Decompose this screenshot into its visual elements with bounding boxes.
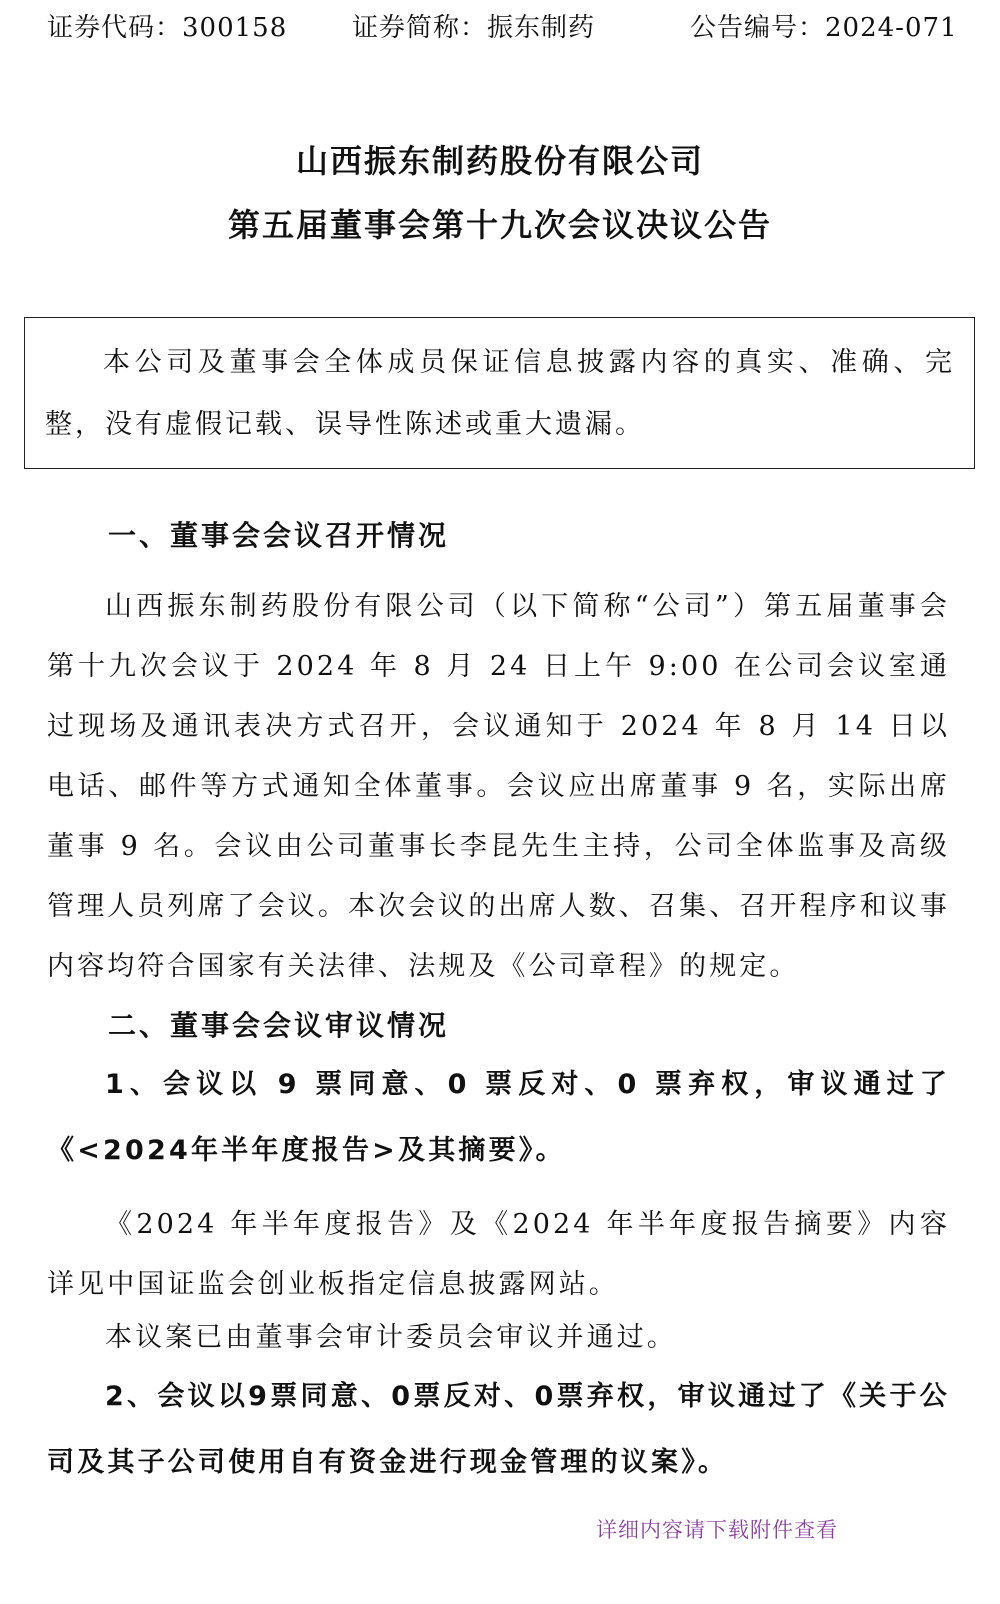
resolution-1-detail: 《2024 年半年度报告》及《2024 年半年度报告摘要》内容详见中国证监会创业板指定信息披露网站。 bbox=[47, 1209, 950, 1300]
section-review-heading: 二、董事会会议审议情况 bbox=[108, 1009, 450, 1042]
stock-name: 证券简称：振东制药 bbox=[352, 13, 596, 43]
disclaimer-text: 本公司及董事会全体成员保证信息披露内容的真实、准确、完整，没有虚假记载、误导性陈述或重大遗漏。 bbox=[45, 347, 955, 440]
disclaimer-box bbox=[24, 317, 975, 469]
announcement-number: 公告编号：2024-071 bbox=[690, 13, 958, 43]
resolution-2: 2、会议以9票同意、0票反对、0票弃权，审议通过了《关于公司及其子公司使用自有资金进行现金管理的议案》。 bbox=[47, 1381, 950, 1478]
announcement-title: 第五届董事会第十九次会议决议公告 bbox=[227, 206, 772, 244]
section-meeting-heading: 一、董事会会议召开情况 bbox=[108, 519, 450, 552]
meeting-details-paragraph: 山西振东制药股份有限公司（以下简称“公司”）第五届董事会第十九次会议于 2024 年 8 月 24 日上午 9:00 在公司会议室通过现场及通讯表决方式召开，会议通知于 2024 年 8 月 14 日以电话、邮件等方式通知全体董事。会议应出席董事 9 名，实际出席董事 9 名。会议由公司董事长李昆先生主持，公司全体监事及高级管理人员列席了会议。本次会议的出席人数、召集、召开程序和议事内容均符合国家有关法律、法规及《公司章程》的规定。 bbox=[47, 591, 950, 982]
resolution-1-audit-note: 本议案已由董事会审计委员会审议并通过。 bbox=[105, 1322, 677, 1353]
announcement-header bbox=[0, 8, 1000, 48]
download-attachment-link[interactable]: 详细内容请下载附件查看 bbox=[596, 1518, 838, 1542]
stock-code: 证券代码：300158 bbox=[47, 13, 288, 43]
resolution-1: 1、会议以 9 票同意、0 票反对、0 票弃权，审议通过了《<2024年半年度报告>及其摘要》。 bbox=[47, 1069, 950, 1166]
company-name-title: 山西振东制药股份有限公司 bbox=[295, 142, 704, 180]
